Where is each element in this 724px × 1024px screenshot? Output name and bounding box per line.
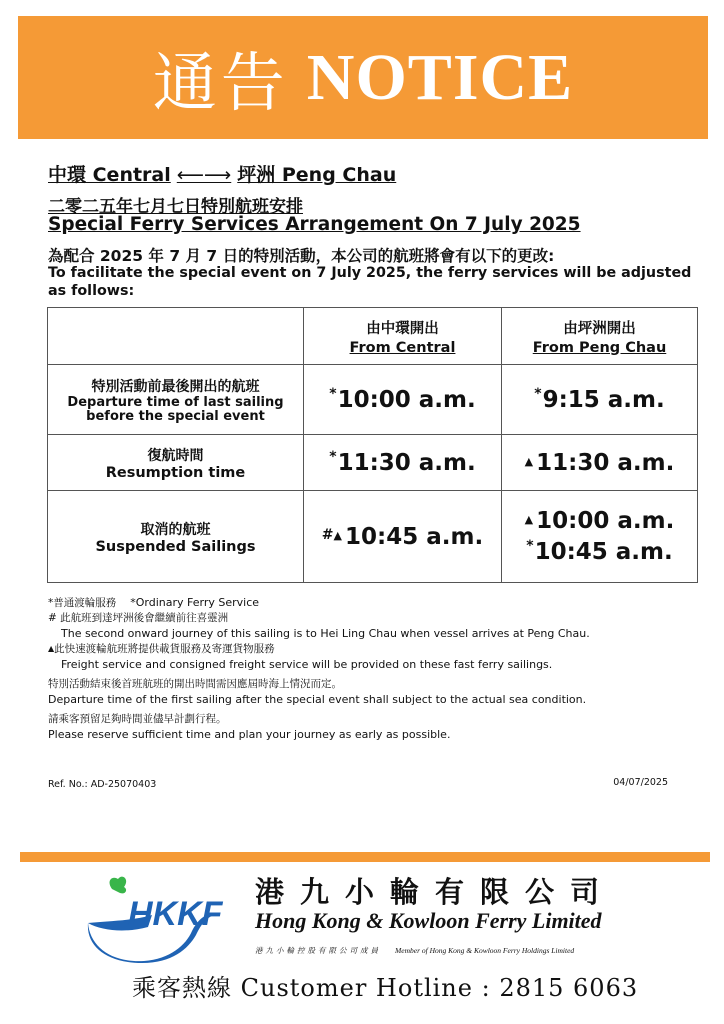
table-header-row — [48, 308, 698, 365]
time-cell — [502, 365, 698, 435]
hotline-label-en: Customer Hotline : — [240, 974, 491, 1002]
time-cell — [304, 435, 502, 491]
time-cell — [502, 435, 698, 491]
hotline-label-zh: 乘客熱線 — [132, 974, 232, 1002]
route-title — [48, 160, 396, 187]
departure-time: 10:45 a.m. — [345, 523, 484, 550]
note-triangle-en: Freight service and consigned freight service will be provided on these fast ferry sailings. — [61, 658, 553, 671]
departure-time: 10:00 a.m. — [536, 508, 675, 534]
triangle-mark-icon: ▲ — [524, 513, 534, 526]
triangle-mark-icon: ▲ — [524, 454, 534, 468]
company-name-zh: 港九小輪有限公司 — [255, 875, 616, 909]
route-to: 坪洲 Peng Chau — [237, 164, 397, 186]
footnotes — [48, 595, 708, 742]
note-zh: *普通渡輪服務 — [48, 597, 117, 609]
row-label-en: Departure time of last sailing before the special event — [67, 394, 284, 424]
note-reserve-en: Please reserve sufficient time and plan your journey as early as possible. — [48, 728, 451, 741]
table-row — [48, 491, 698, 583]
triangle-mark-icon: ▲ — [48, 644, 55, 653]
table-row — [48, 435, 698, 491]
departure-time: 10:45 a.m. — [534, 539, 673, 565]
row-label-en: Resumption time — [105, 464, 246, 481]
row-label-zh: 取消的航班 — [140, 521, 211, 538]
departure-time: 11:30 a.m. — [536, 449, 675, 476]
column-header-en: From Peng Chau — [532, 339, 667, 356]
footnote-mark: * — [526, 538, 534, 554]
departure-time: 10:00 a.m. — [337, 387, 476, 413]
note-first-sailing-en: Departure time of the first sailing after the special event shall subject to the actual sea condition. — [48, 693, 587, 706]
footnote-mark: # — [321, 526, 334, 543]
double-arrow-icon: ⟵⟶ — [176, 164, 232, 186]
member-zh: 港九小輪控股有限公司成員 — [255, 946, 381, 955]
column-header-central — [304, 308, 502, 365]
triangle-mark-icon: ▲ — [333, 528, 342, 542]
row-label-suspended — [48, 491, 304, 583]
title-zh: 二零二五年七月七日特別航班安排 — [48, 197, 303, 217]
column-header-zh: 由坪洲開出 — [563, 320, 636, 337]
table-corner-cell — [48, 308, 304, 365]
time-cell — [502, 491, 698, 583]
title-en: Special Ferry Services Arrangement On 7 July 2025 — [48, 214, 581, 235]
note-en: *Ordinary Ferry Service — [130, 596, 260, 609]
note-triangle-zh — [48, 641, 708, 657]
note-first-sailing-zh: 特別活動結束後首班航班的開出時間需因應屆時海上情況而定。 — [48, 678, 342, 690]
column-header-en: From Central — [349, 339, 456, 356]
notice-date: 04/07/2025 — [613, 777, 668, 788]
customer-hotline — [132, 968, 638, 1003]
intro-zh: 為配合 2025 年 7 月 7 日的特別活動，本公司的航班將會有以下的更改: — [48, 247, 555, 265]
time-cell — [304, 365, 502, 435]
reference-number: Ref. No.: AD-25070403 — [48, 779, 157, 790]
route-from: 中環 Central — [48, 164, 171, 186]
footnote-mark: * — [329, 386, 337, 402]
hkkf-logo — [82, 875, 242, 965]
logo-whale-eye-icon — [103, 934, 109, 940]
notice-banner — [18, 16, 708, 139]
row-label-last-sailing — [48, 365, 304, 435]
hotline-number: 2815 6063 — [499, 974, 639, 1002]
note-zh: 此快速渡輪航班將提供載貨服務及寄運貨物服務 — [54, 643, 275, 655]
note-reserve-zh: 請乘客預留足夠時間並儘早計劃行程。 — [48, 713, 227, 725]
note-hash-en: The second onward journey of this sailing is to Hei Ling Chau when vessel arrives at Peng Chau. — [61, 627, 590, 640]
row-label-en: Suspended Sailings — [95, 538, 256, 555]
departure-time: 9:15 a.m. — [542, 387, 665, 413]
row-label-zh: 復航時間 — [147, 447, 204, 464]
member-line — [255, 945, 574, 956]
footnote-mark: * — [329, 449, 337, 465]
company-name-en: Hong Kong & Kowloon Ferry Limited — [255, 908, 602, 933]
divider-stripe — [20, 852, 710, 862]
departure-time: 11:30 a.m. — [337, 450, 476, 476]
banner-title-zh: 通告 — [152, 46, 289, 121]
banner-title-en: NOTICE — [306, 40, 574, 114]
member-en: Member of Hong Kong & Kowloon Ferry Holdings Limited — [395, 946, 575, 955]
note-ordinary — [48, 595, 708, 611]
intro-en: To facilitate the special event on 7 July 2025, the ferry services will be adjusted as follows: — [48, 265, 692, 299]
row-label-resumption — [48, 435, 304, 491]
logo-leaf-icon — [110, 877, 127, 894]
footnote-mark: * — [534, 386, 542, 402]
time-cell — [304, 491, 502, 583]
row-label-zh: 特別活動前最後開出的航班 — [91, 378, 260, 395]
note-hash-zh: # 此航班到達坪洲後會繼續前往喜靈洲 — [48, 612, 229, 624]
schedule-table — [47, 307, 698, 583]
column-header-pengchau — [502, 308, 698, 365]
logo-text: HKKF — [128, 895, 223, 933]
column-header-zh: 由中環開出 — [366, 320, 439, 337]
table-row — [48, 365, 698, 435]
